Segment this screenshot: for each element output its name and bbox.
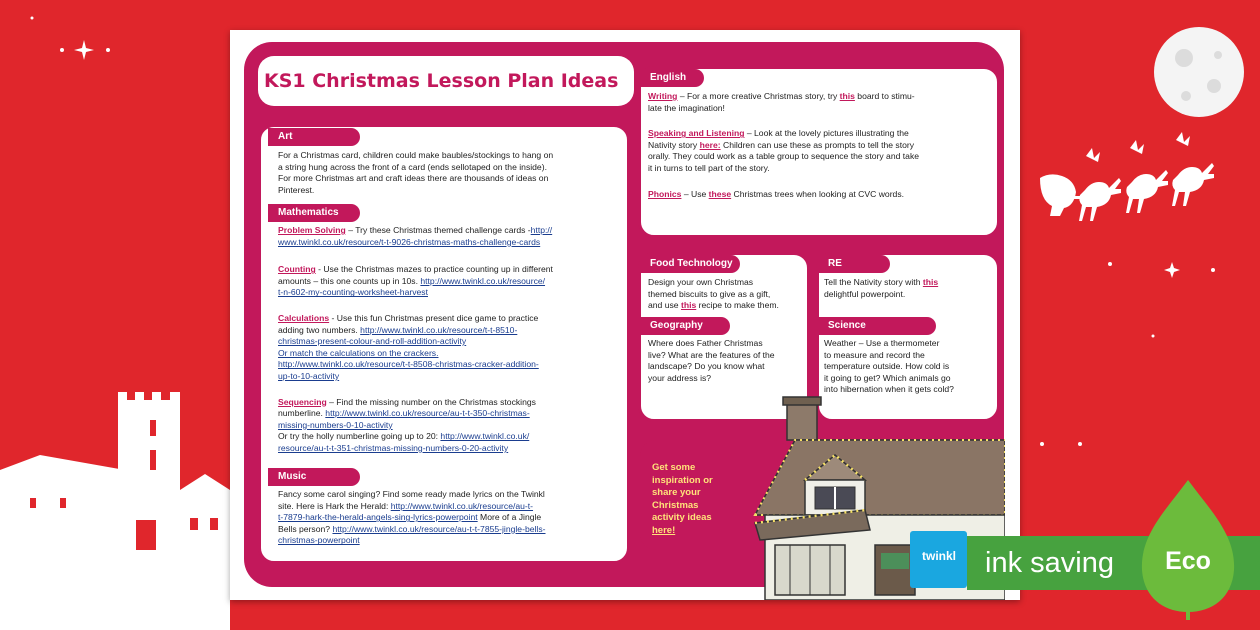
share-ideas-link[interactable]: here! — [652, 524, 676, 536]
stockings-link[interactable]: missing-numbers-0-10-activity — [278, 419, 393, 430]
music-heading: Music — [268, 468, 360, 486]
art-text: For a Christmas card, children could make baubles/stockings to hang on a string hung across the front of a card (ends sellotaped on the inside). For more Christmas art and craft ideas there are thousands of ideas on Pinterest. — [278, 150, 554, 195]
mathematics-heading: Mathematics — [268, 204, 360, 222]
moon-icon — [1154, 27, 1244, 117]
twinkl-logo-text: twinkl — [921, 549, 956, 563]
english-heading: English — [640, 69, 704, 87]
writing-board-link[interactable]: this — [839, 91, 855, 101]
present-dice-link[interactable]: christmas-present-colour-and-roll-addition-activity — [278, 336, 467, 347]
holly-link[interactable]: http://www.twinkl.co.uk/ — [440, 431, 530, 442]
nativity-powerpoint-link[interactable]: this — [922, 277, 939, 287]
food-technology-text: Design your own Christmas themed biscuits to give as a gift, and use this recipe to make them. — [648, 277, 779, 311]
challenge-cards-link[interactable]: www.twinkl.co.uk/resource/t-t-9026-christmas-maths-challenge-cards — [278, 236, 541, 247]
challenge-cards-link[interactable]: http:// — [530, 225, 553, 235]
page-title: KS1 Christmas Lesson Plan Ideas — [264, 70, 619, 92]
english-text: Writing – For a more creative Christmas story, try this board to stimu- late the imagination! Speaking and Listening – Look at the lovely pictures illustrating the Nativity story here: Children can use these as prompts to tell the story orally. They could work as a table group to sequence the story and take it in turns to tell part of the story. Phonics – Use these Christmas trees when looking at CVC words. — [648, 91, 920, 199]
food-technology-heading: Food Technology — [640, 255, 740, 273]
lesson-plan-sheet — [230, 30, 1020, 600]
nativity-link[interactable]: here: — [699, 139, 721, 150]
mathematics-text: Problem Solving – Try these Christmas themed challenge cards -http:// www.twinkl.co.uk/resource/t-t-9026-christmas-maths-challenge-cards Counting - Use the Christmas mazes to practice counting up in different amounts – this one counts up in 10s. http://www.twinkl.co.uk/resource/ t-n-602-my-counting-worksheet-harvest Calculations - Use this fun Christmas present dice game to practice adding two numbers. http://www.twinkl.co.uk/resource/t-t-8510- christmas-present-colour-and-roll-addition-activity Or match the calculations on the crackers. http://www.twinkl.co.uk/resource/t-t-8508-christmas-cracker-addition- up-to-10-activity Sequencing – Find the missing number on the Christmas stockings numberline. http://www.twinkl.co.uk/resource/au-t-t-350-christmas- missing-numbers-0-10-activity Or try the holly numberline going up to 20: http://www.twinkl.co.uk/ resource/au-t-t-351-christmas-missing-numbers-0-20-activity — [278, 225, 553, 453]
sequencing-label: Sequencing — [278, 396, 327, 407]
biscuit-recipe-link[interactable]: this — [680, 300, 697, 311]
counting-link[interactable]: http://www.twinkl.co.uk/resource/ — [420, 275, 546, 286]
eco-label: Eco — [1165, 547, 1211, 575]
speaking-listening-label: Speaking and Listening — [648, 128, 745, 139]
problem-solving-label: Problem Solving — [278, 225, 346, 235]
jingle-bells-link[interactable]: christmas-powerpoint — [278, 535, 360, 546]
phonics-label: Phonics — [648, 188, 682, 199]
music-text: Fancy some carol singing? Find some ready made lyrics on the Twinkl site. Here is Hark the Herald: http://www.twinkl.co.uk/resource/au-t- t-7879-hark-the-herald-angels-sing-lyrics-powerpoint More of a Jingle Bells person? http://www.twinkl.co.uk/resource/au-t-t-7855-jingle-bells- christmas-powerpoint — [278, 489, 546, 546]
science-heading: Science — [818, 317, 936, 335]
geography-text: Where does Father Christmas live? What are the features of the landscape? Do you know what your address is? — [648, 338, 775, 383]
science-text: Weather – Use a thermometer to measure and record the temperature outside. How cold is it going to get? Which animals go into hibernation when it gets cold? — [824, 338, 954, 395]
stockings-link[interactable]: http://www.twinkl.co.uk/resource/au-t-t-350-christmas- — [325, 408, 530, 419]
ink-saving-label: ink saving — [985, 547, 1114, 579]
crackers-link[interactable]: http://www.twinkl.co.uk/resource/t-t-8508-christmas-cracker-addition- — [278, 359, 539, 370]
re-text: Tell the Nativity story with this delightful powerpoint. — [824, 277, 939, 299]
art-heading: Art — [268, 128, 360, 146]
hark-herald-link[interactable]: t-7879-hark-the-herald-angels-sing-lyrics-powerpoint — [278, 512, 478, 523]
crackers-text[interactable]: Or match the calculations on the crackers. — [278, 347, 439, 358]
writing-label: Writing — [648, 91, 678, 101]
calculations-label: Calculations — [278, 312, 330, 323]
christmas-trees-link[interactable]: these — [708, 188, 732, 199]
hark-herald-link[interactable]: http://www.twinkl.co.uk/resource/au-t- — [390, 500, 534, 511]
crackers-link[interactable]: up-to-10-activity — [278, 370, 340, 381]
jingle-bells-link[interactable]: http://www.twinkl.co.uk/resource/au-t-t-7855-jingle-bells- — [332, 523, 546, 534]
holly-link[interactable]: resource/au-t-t-351-christmas-missing-numbers-0-20-activity — [278, 442, 509, 453]
counting-label: Counting — [278, 264, 316, 275]
re-heading: RE — [818, 255, 890, 273]
counting-link[interactable]: t-n-602-my-counting-worksheet-harvest — [278, 287, 428, 298]
present-dice-link[interactable]: http://www.twinkl.co.uk/resource/t-t-8510- — [360, 324, 518, 335]
share-ideas-text: Get some inspiration or share your Christmas activity ideas here! — [652, 462, 742, 538]
geography-heading: Geography — [640, 317, 730, 335]
